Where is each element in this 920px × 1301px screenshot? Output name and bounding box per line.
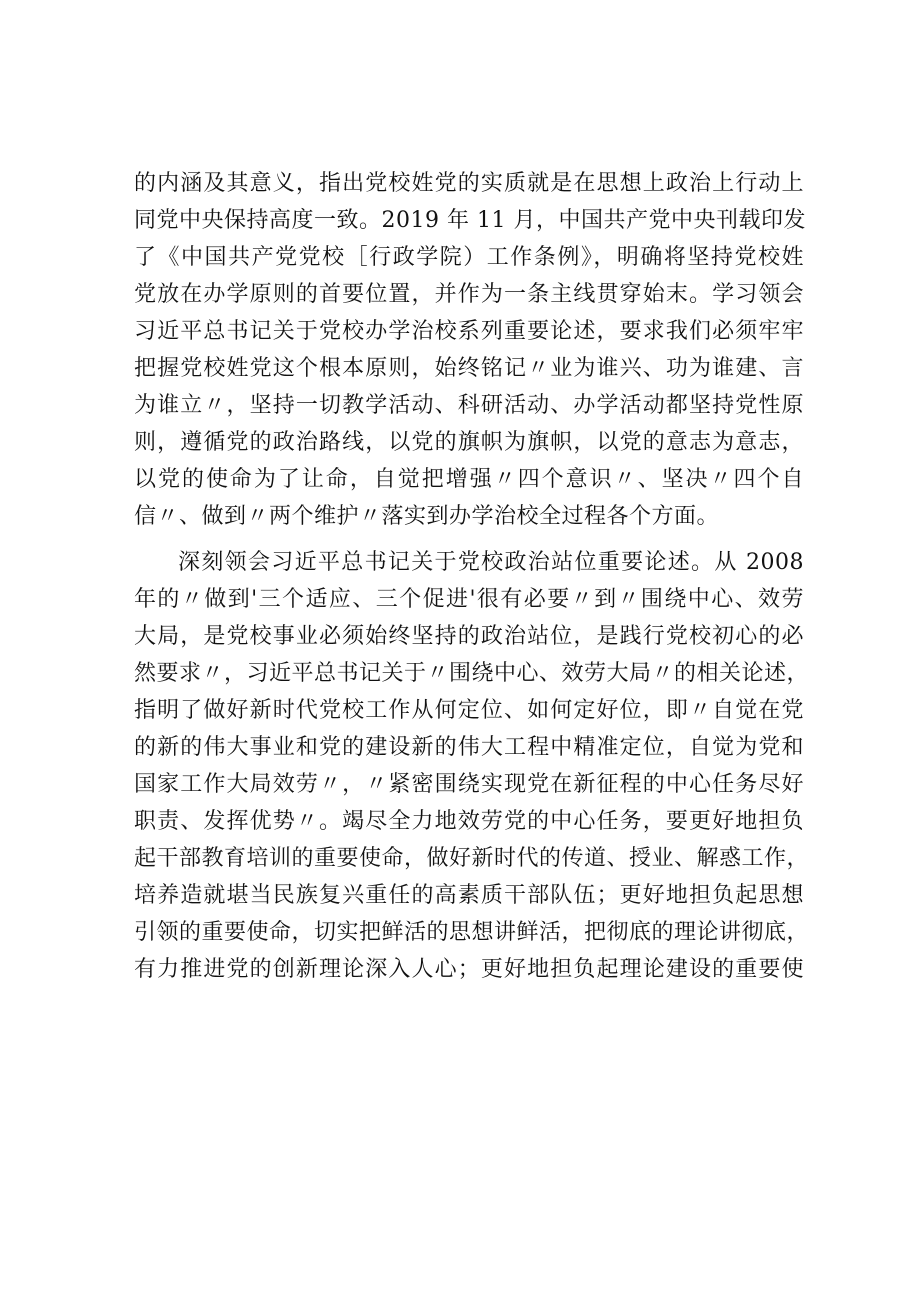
text-line: 国家工作大局效劳〃，〃紧密围绕实现党在新征程的中心任务尽好 bbox=[134, 772, 804, 797]
text-line: 习近平总书记关于党校办学治校系列重要论述，要求我们必须牢牢 bbox=[134, 319, 804, 344]
text-line: 同党中央保持高度一致。2019 年 11 月，中国共产党中央刊载印发 bbox=[134, 208, 806, 233]
text-line: 引领的重要使命，切实把鲜活的思想讲鲜活，把彻底的理论讲彻底， bbox=[134, 920, 810, 945]
text-line: 有力推进党的创新理论深入人心；更好地担负起理论建设的重要使 bbox=[134, 957, 804, 982]
text-line: 职责、发挥优势〃。竭尽全力地效劳党的中心任务，要更好地担负 bbox=[134, 809, 804, 834]
document-body bbox=[134, 165, 810, 988]
paragraph-1 bbox=[134, 165, 804, 535]
text-line: 的新的伟大事业和党的建设新的伟大工程中精准定位，自觉为党和 bbox=[134, 735, 804, 760]
text-line: 年的〃做到'三个适应、三个促进'很有必要〃到〃围绕中心、效劳 bbox=[134, 587, 804, 612]
text-line: 党放在办学原则的首要位置，并作为一条主线贯穿始末。学习领会 bbox=[134, 282, 804, 307]
text-line: 的内涵及其意义，指出党校姓党的实质就是在思想上政治上行动上 bbox=[134, 171, 804, 196]
text-line: 指明了做好新时代党校工作从何定位、如何定好位，即〃自觉在党 bbox=[134, 698, 804, 723]
text-line: 以党的使命为了让命，自觉把增强〃四个意识〃、坚决〃四个自 bbox=[134, 467, 804, 492]
text-line: 深刻领会习近平总书记关于党校政治站位重要论述。从 2008 bbox=[178, 550, 804, 575]
paragraph-spacer bbox=[134, 535, 804, 544]
text-line: 把握党校姓党这个根本原则，始终铭记〃业为谁兴、功为谁建、言 bbox=[134, 356, 804, 381]
text-line: 则，遵循党的政治路线，以党的旗帜为旗帜，以党的意志为意志， bbox=[134, 430, 804, 455]
text-line: 起干部教育培训的重要使命，做好新时代的传道、授业、解惑工作， bbox=[134, 846, 810, 871]
text-line: 大局，是党校事业必须始终坚持的政治站位，是践行党校初心的必 bbox=[134, 624, 804, 649]
text-line: 信〃、做到〃两个维护〃落实到办学治校全过程各个方面。 bbox=[134, 504, 720, 529]
paragraph-2 bbox=[134, 544, 810, 988]
text-line: 培养造就堪当民族复兴重任的高素质干部队伍；更好地担负起思想 bbox=[134, 883, 804, 908]
text-line: 然要求〃，习近平总书记关于〃围绕中心、效劳大局〃的相关论述， bbox=[134, 661, 810, 686]
text-line: 为谁立〃，坚持一切教学活动、科研活动、办学活动都坚持党性原 bbox=[134, 393, 804, 418]
text-line: 了《中国共产党党校［行政学院）工作条例》，明确将坚持党校姓 bbox=[134, 245, 804, 270]
